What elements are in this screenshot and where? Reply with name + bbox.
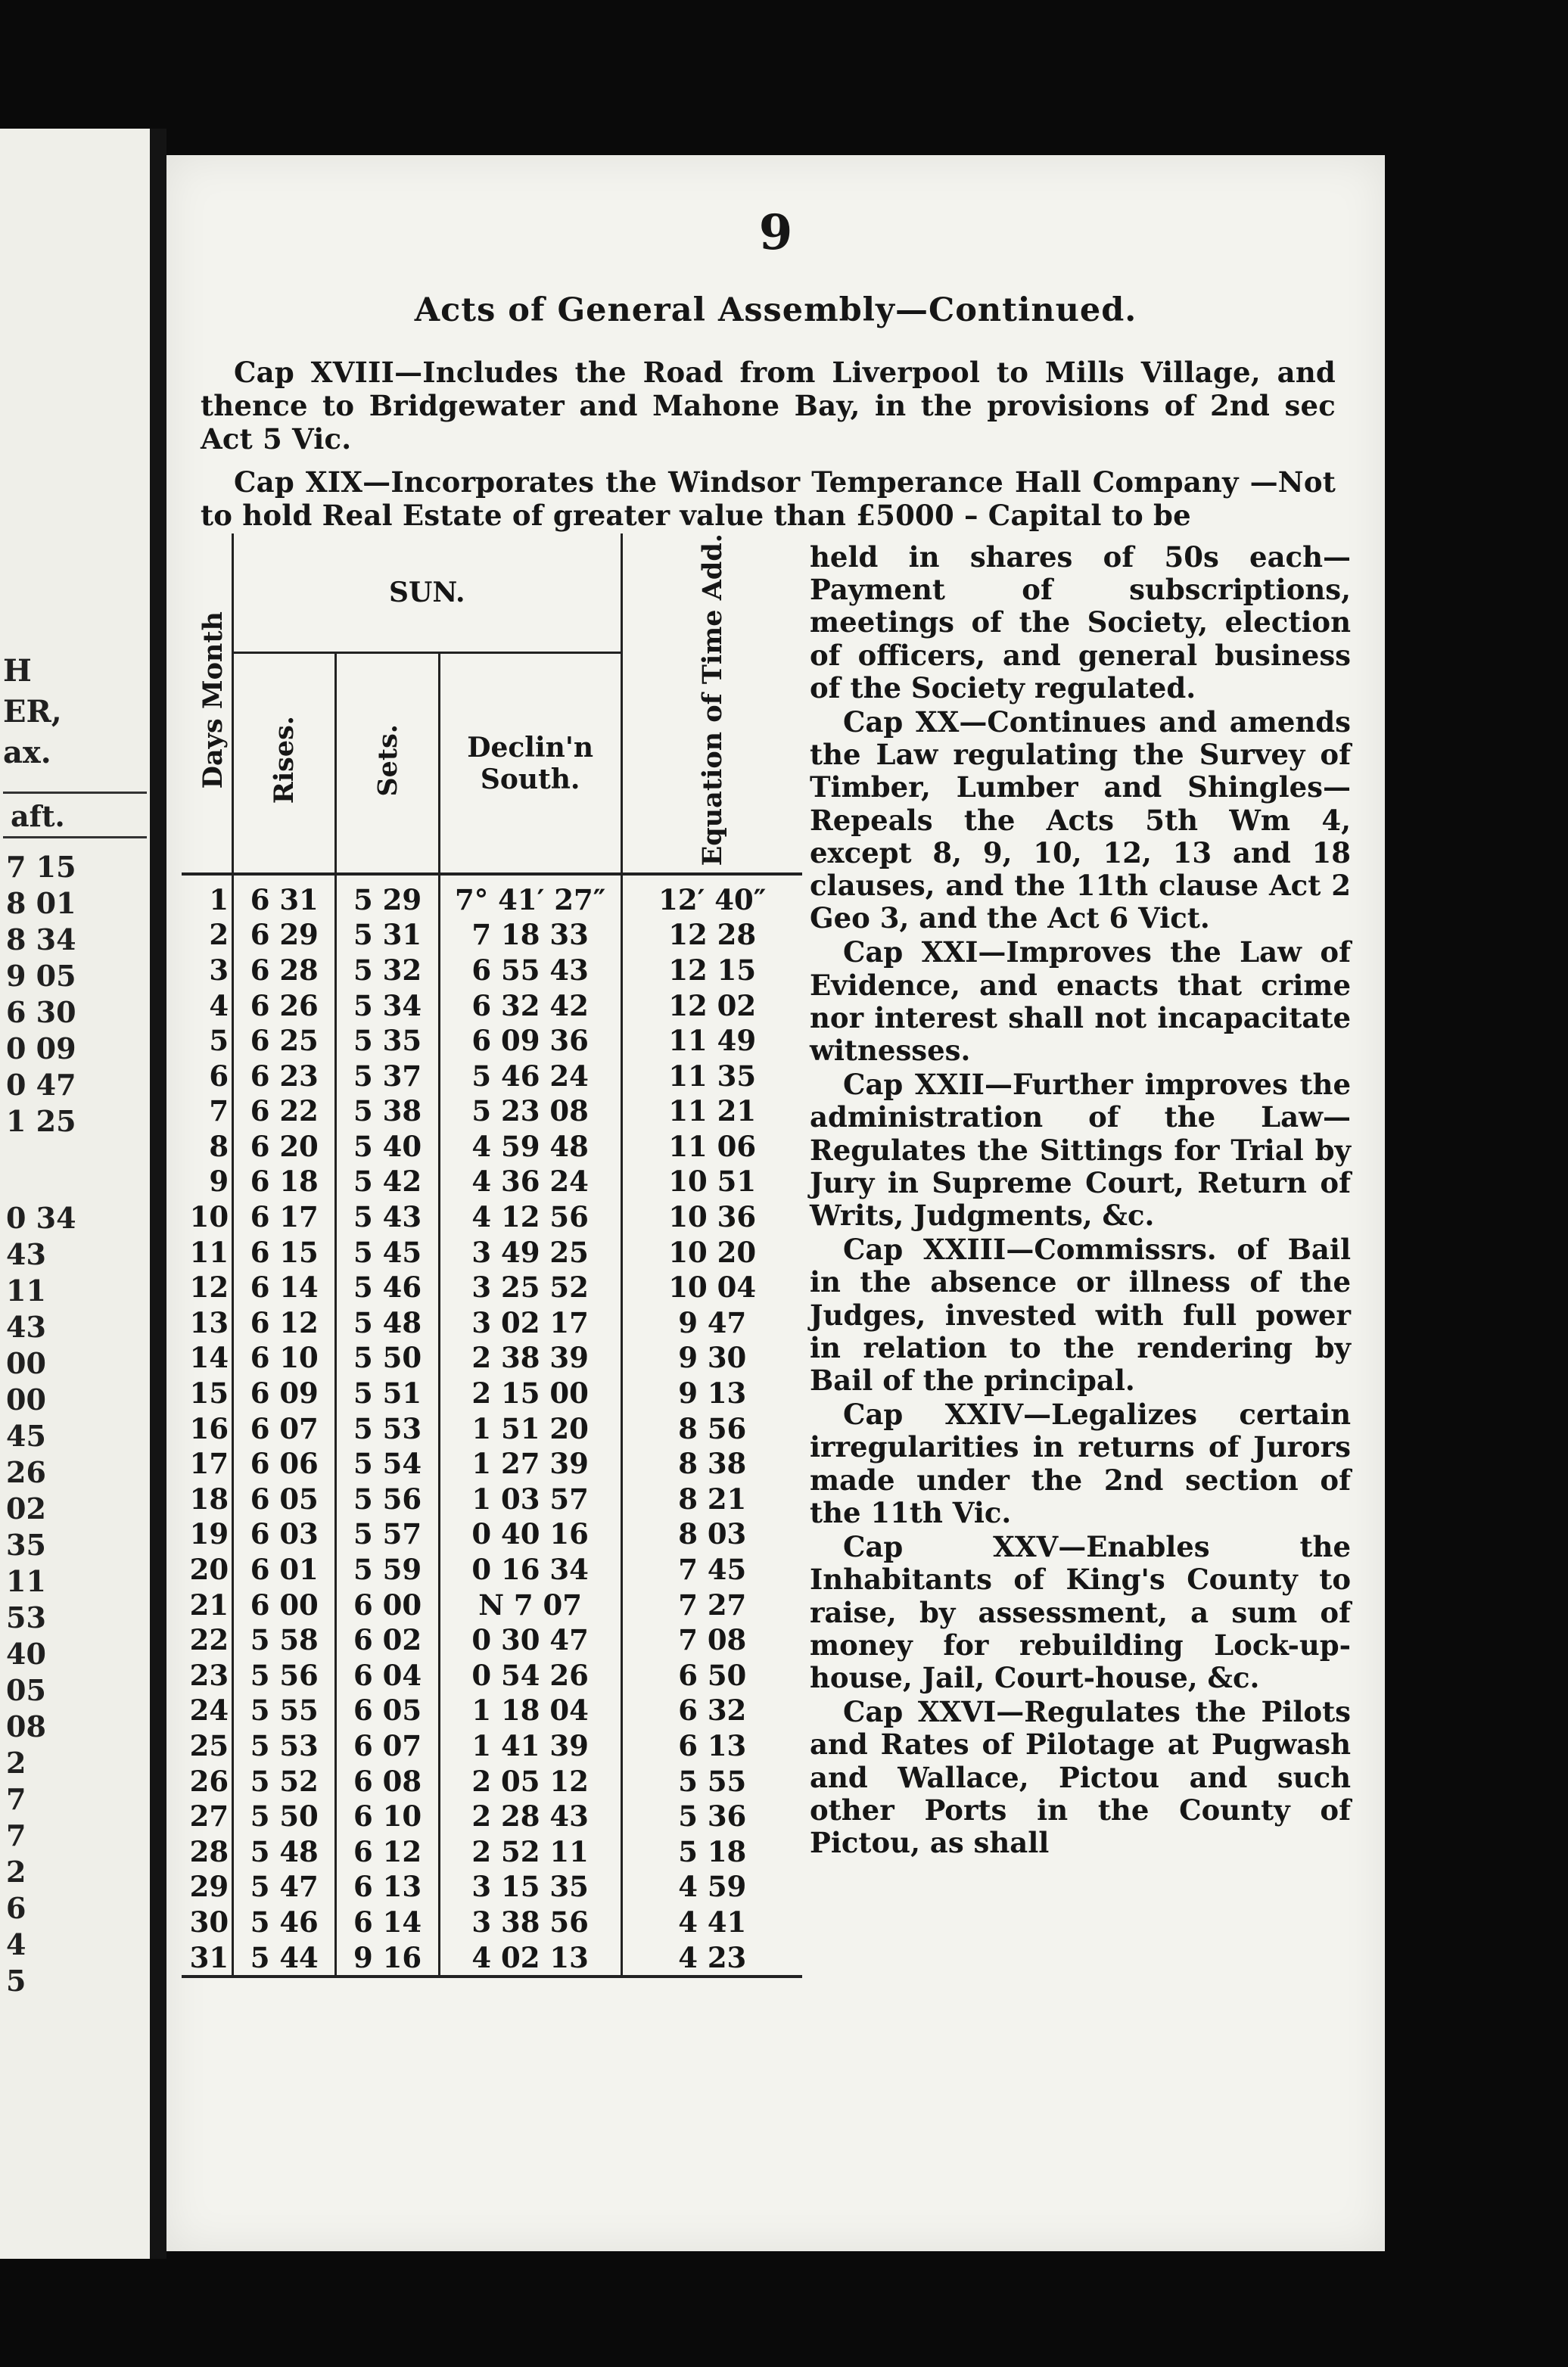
- rises-cell: 5 55: [233, 1693, 336, 1728]
- header-sun: SUN.: [233, 533, 621, 653]
- equation-cell: 6 50: [678, 1658, 747, 1692]
- left-value-fragment: 2: [6, 1855, 26, 1889]
- table-row: [182, 1164, 802, 1199]
- rises-cell: 6 26: [233, 988, 336, 1023]
- rises-cell: 6 12: [233, 1305, 336, 1341]
- sets-cell: 6 12: [336, 1834, 439, 1869]
- left-header-fragment: ax.: [3, 735, 51, 770]
- equation-cell: 11 49: [668, 1024, 757, 1058]
- almanac-table: [182, 533, 802, 1978]
- day-cell: 30: [182, 1905, 233, 1940]
- left-value-fragment: 43: [6, 1310, 46, 1344]
- sets-cell: 5 43: [336, 1199, 439, 1235]
- column-paragraph: Cap XXV—Enables the Inhabitants of King's County to raise, by assessment, a sum of money for rebuilding Lock-up-house, Jail, Court-house, &c.: [810, 1530, 1351, 1694]
- book-gutter: [150, 129, 166, 2259]
- equation-cell: 11 06: [668, 1129, 757, 1163]
- rises-cell: 6 18: [233, 1164, 336, 1199]
- declination-cell: 1 41 39: [439, 1728, 621, 1764]
- day-cell: 13: [182, 1305, 233, 1341]
- equation-cell: 9 47: [678, 1305, 747, 1339]
- rises-cell: 6 05: [233, 1482, 336, 1517]
- day-cell: 31: [182, 1939, 233, 1977]
- left-value-fragment: 9 05: [6, 959, 76, 993]
- left-value-fragment: 43: [6, 1237, 46, 1271]
- text-column: [810, 541, 1351, 1859]
- declination-cell: 0 54 26: [439, 1657, 621, 1693]
- day-cell: 9: [182, 1164, 233, 1199]
- table-row: [182, 1622, 802, 1658]
- equation-cell: 11 35: [668, 1059, 757, 1093]
- sets-cell: 6 08: [336, 1763, 439, 1799]
- sets-cell: 6 14: [336, 1905, 439, 1940]
- day-cell: 25: [182, 1728, 233, 1764]
- sets-cell: 5 50: [336, 1340, 439, 1376]
- left-value-fragment: 35: [6, 1528, 46, 1562]
- sets-cell: 5 34: [336, 988, 439, 1023]
- page-heading: Acts of General Assembly—Continued.: [414, 291, 1137, 329]
- day-cell: 29: [182, 1869, 233, 1905]
- day-cell: 10: [182, 1199, 233, 1235]
- left-value-fragment: 8 01: [6, 886, 76, 920]
- rises-cell: 6 10: [233, 1340, 336, 1376]
- declination-cell: N 7 07: [439, 1587, 621, 1622]
- day-cell: 16: [182, 1411, 233, 1446]
- table-row: [182, 1129, 802, 1165]
- day-cell: 18: [182, 1482, 233, 1517]
- rises-cell: 6 25: [233, 1023, 336, 1059]
- equation-cell: 7 27: [678, 1588, 747, 1622]
- left-value-fragment: 40: [6, 1637, 46, 1671]
- table-row: [182, 1199, 802, 1235]
- sets-cell: 5 37: [336, 1058, 439, 1093]
- equation-cell: 4 41: [678, 1905, 747, 1939]
- table-row: [182, 1023, 802, 1059]
- declination-cell: 3 25 52: [439, 1270, 621, 1305]
- left-value-fragment: 02: [6, 1491, 46, 1526]
- header-declination: Declin'n South.: [439, 653, 621, 874]
- equation-cell: 8 56: [678, 1411, 747, 1445]
- declination-cell: 2 05 12: [439, 1763, 621, 1799]
- sets-cell: 6 02: [336, 1622, 439, 1658]
- sets-cell: 5 38: [336, 1093, 439, 1129]
- equation-cell: 7 08: [678, 1623, 747, 1657]
- rises-cell: 6 15: [233, 1234, 336, 1270]
- rises-cell: 5 48: [233, 1834, 336, 1869]
- rises-cell: 5 44: [233, 1939, 336, 1977]
- declination-cell: 2 28 43: [439, 1799, 621, 1834]
- table-row: [182, 1552, 802, 1588]
- table-row: [182, 1905, 802, 1940]
- left-value-fragment: 11: [6, 1274, 46, 1308]
- left-value-fragment: 1 25: [6, 1104, 76, 1138]
- table-row: [182, 1869, 802, 1905]
- day-cell: 28: [182, 1834, 233, 1869]
- rises-cell: 5 58: [233, 1622, 336, 1658]
- rises-cell: 6 01: [233, 1552, 336, 1588]
- sets-cell: 6 10: [336, 1799, 439, 1834]
- column-paragraph: Cap XX—Continues and amends the Law regulating the Survey of Timber, Lumber and Shingles—Repeals the Acts 5th Wm 4, except 8, 9, 10, 12, 13 and 18 clauses, and the 11th clause Act 2 Geo 3, and the Act 6 Vict.: [810, 705, 1351, 935]
- sets-cell: 6 05: [336, 1693, 439, 1728]
- declination-cell: 1 03 57: [439, 1482, 621, 1517]
- rises-cell: 6 03: [233, 1516, 336, 1552]
- equation-cell: 12 28: [668, 918, 757, 952]
- day-cell: 27: [182, 1799, 233, 1834]
- equation-cell: 10 04: [668, 1271, 757, 1305]
- column-paragraph: Cap XXIII—Commissrs. of Bail in the absence or illness of the Judges, invested with full power in relation to the rendering by Bail of the principal.: [810, 1233, 1351, 1398]
- equation-cell: 5 55: [678, 1764, 747, 1798]
- left-value-fragment: 8 34: [6, 922, 76, 956]
- rises-cell: 6 29: [233, 917, 336, 953]
- table-row: [182, 1411, 802, 1446]
- left-facing-page: [0, 129, 150, 2259]
- rises-cell: 6 06: [233, 1446, 336, 1482]
- day-cell: 3: [182, 953, 233, 988]
- left-value-fragment: 00: [6, 1346, 46, 1380]
- sets-cell: 5 32: [336, 953, 439, 988]
- day-cell: 5: [182, 1023, 233, 1059]
- header-days-month: Days Month: [182, 533, 233, 874]
- rises-cell: 6 22: [233, 1093, 336, 1129]
- sets-cell: 5 54: [336, 1446, 439, 1482]
- equation-cell: 5 18: [678, 1834, 747, 1868]
- equation-cell: 4 23: [678, 1940, 747, 1974]
- sets-cell: 5 45: [336, 1234, 439, 1270]
- equation-cell: 10 51: [668, 1165, 757, 1199]
- rises-cell: 6 31: [233, 874, 336, 917]
- declination-cell: 5 23 08: [439, 1093, 621, 1129]
- left-value-fragment: 45: [6, 1419, 46, 1453]
- declination-cell: 4 59 48: [439, 1129, 621, 1165]
- left-value-fragment: 4: [6, 1927, 26, 1961]
- column-paragraph: Cap XXVI—Regulates the Pilots and Rates of Pilotage at Pugwash and Wallace, Pictou and such other Ports in the County of Pictou, as shall: [810, 1695, 1351, 1859]
- declination-cell: 3 38 56: [439, 1905, 621, 1940]
- equation-cell: 8 38: [678, 1447, 747, 1481]
- left-value-fragment: 00: [6, 1383, 46, 1417]
- sets-cell: 6 04: [336, 1657, 439, 1693]
- rises-cell: 6 07: [233, 1411, 336, 1446]
- declination-cell: 1 18 04: [439, 1693, 621, 1728]
- day-cell: 21: [182, 1587, 233, 1622]
- equation-cell: 12′ 40″: [658, 882, 767, 916]
- equation-cell: 10 20: [668, 1235, 757, 1269]
- equation-cell: 5 36: [678, 1799, 747, 1834]
- rises-cell: 5 46: [233, 1905, 336, 1940]
- table-row: [182, 1693, 802, 1728]
- declination-cell: 3 02 17: [439, 1305, 621, 1341]
- declination-cell: 6 32 42: [439, 988, 621, 1023]
- table-row: [182, 1093, 802, 1129]
- day-cell: 22: [182, 1622, 233, 1658]
- spacer: [3, 1140, 147, 1200]
- equation-cell: 9 13: [678, 1376, 747, 1411]
- declination-cell: 3 15 35: [439, 1869, 621, 1905]
- paragraph-cap-xviii: [201, 356, 1336, 456]
- header-equation-of-time: Equation of Time Add.: [621, 533, 802, 874]
- table-row: [182, 1270, 802, 1305]
- rises-cell: 6 00: [233, 1587, 336, 1622]
- table-row: [182, 874, 802, 917]
- day-cell: 11: [182, 1234, 233, 1270]
- rises-cell: 5 52: [233, 1763, 336, 1799]
- declination-cell: 7 18 33: [439, 917, 621, 953]
- sets-cell: 9 16: [336, 1939, 439, 1977]
- declination-cell: 6 55 43: [439, 953, 621, 988]
- rises-cell: 6 17: [233, 1199, 336, 1235]
- equation-cell: 11 21: [668, 1094, 757, 1128]
- left-value-fragment: 6 30: [6, 995, 76, 1029]
- table-row: [182, 1834, 802, 1869]
- table-row: [182, 1587, 802, 1622]
- declination-cell: 2 15 00: [439, 1376, 621, 1411]
- rises-cell: 6 28: [233, 953, 336, 988]
- rises-cell: 6 09: [233, 1376, 336, 1411]
- rises-cell: 5 50: [233, 1799, 336, 1834]
- sets-cell: 5 48: [336, 1305, 439, 1341]
- left-value-fragment: 7: [6, 1782, 26, 1816]
- declination-cell: 1 51 20: [439, 1411, 621, 1446]
- left-value-fragment: 0 47: [6, 1068, 76, 1102]
- sets-cell: 5 29: [336, 874, 439, 917]
- sets-cell: 5 59: [336, 1552, 439, 1588]
- table-row: [182, 1939, 802, 1977]
- almanac-body: [182, 874, 802, 1976]
- left-value-fragment: 7: [6, 1818, 26, 1852]
- left-value-fragment: 11: [6, 1564, 46, 1598]
- equation-cell: 4 59: [678, 1870, 747, 1904]
- table-row: [182, 917, 802, 953]
- paragraph-text: Cap XIX—Incorporates the Windsor Temperance Hall Company —Not to hold Real Estate of greater value than £5000 – Capital to be: [201, 465, 1336, 532]
- day-cell: 4: [182, 988, 233, 1023]
- rises-cell: 5 47: [233, 1869, 336, 1905]
- sets-cell: 6 13: [336, 1869, 439, 1905]
- sets-cell: 5 56: [336, 1482, 439, 1517]
- day-cell: 12: [182, 1270, 233, 1305]
- sets-cell: 5 31: [336, 917, 439, 953]
- declination-cell: 0 16 34: [439, 1552, 621, 1588]
- equation-cell: 12 15: [668, 953, 757, 987]
- day-cell: 24: [182, 1693, 233, 1728]
- day-cell: 20: [182, 1552, 233, 1588]
- page-number: 9: [758, 204, 793, 261]
- sets-cell: 6 07: [336, 1728, 439, 1764]
- day-cell: 26: [182, 1763, 233, 1799]
- sets-cell: 5 51: [336, 1376, 439, 1411]
- left-value-fragment: 6: [6, 1891, 26, 1925]
- paragraph-cap-xix: [201, 465, 1336, 532]
- sets-cell: 5 46: [336, 1270, 439, 1305]
- sets-cell: 5 40: [336, 1129, 439, 1165]
- table-row: [182, 988, 802, 1023]
- left-page-fragments: [3, 651, 147, 1999]
- equation-cell: 7 45: [678, 1553, 747, 1586]
- rises-cell: 6 14: [233, 1270, 336, 1305]
- table-row: [182, 1446, 802, 1482]
- declination-cell: 0 40 16: [439, 1516, 621, 1552]
- day-cell: 19: [182, 1516, 233, 1552]
- left-value-fragment: 08: [6, 1709, 46, 1743]
- declination-cell: 3 49 25: [439, 1234, 621, 1270]
- table-row: [182, 1516, 802, 1552]
- left-aft-label: aft.: [3, 792, 147, 838]
- paragraph-text: Cap XVIII—Includes the Road from Liverpool to Mills Village, and thence to Bridgewater and Mahone Bay, in the provisions of 2nd sec Act 5 Vic.: [201, 356, 1336, 456]
- sets-cell: 5 42: [336, 1164, 439, 1199]
- equation-cell: 12 02: [668, 988, 757, 1022]
- book-page: [166, 155, 1385, 2251]
- left-value-fragment: 0 34: [6, 1201, 76, 1235]
- day-cell: 23: [182, 1657, 233, 1693]
- table-row: [182, 1763, 802, 1799]
- column-paragraph: Cap XXI—Improves the Law of Evidence, and enacts that crime nor interest shall not incapacitate witnesses.: [810, 935, 1351, 1068]
- table-row: [182, 953, 802, 988]
- left-value-fragment: 2: [6, 1746, 26, 1780]
- declination-cell: 7° 41′ 27″: [439, 874, 621, 917]
- table-row: [182, 1482, 802, 1517]
- declination-cell: 0 30 47: [439, 1622, 621, 1658]
- table-row: [182, 1305, 802, 1341]
- left-value-fragment: 7 15: [6, 850, 76, 884]
- table-row: [182, 1657, 802, 1693]
- equation-cell: 9 30: [678, 1341, 747, 1375]
- day-cell: 2: [182, 917, 233, 953]
- sets-cell: 5 57: [336, 1516, 439, 1552]
- day-cell: 17: [182, 1446, 233, 1482]
- table-row: [182, 1376, 802, 1411]
- left-value-fragment: 05: [6, 1673, 46, 1707]
- declination-cell: 5 46 24: [439, 1058, 621, 1093]
- equation-cell: 8 21: [678, 1482, 747, 1516]
- declination-cell: 4 12 56: [439, 1199, 621, 1235]
- day-cell: 1: [182, 874, 233, 917]
- declination-cell: 1 27 39: [439, 1446, 621, 1482]
- rises-cell: 6 20: [233, 1129, 336, 1165]
- equation-cell: 6 32: [678, 1694, 747, 1728]
- equation-cell: 6 13: [678, 1728, 747, 1762]
- column-paragraph: Cap XXII—Further improves the administration of the Law—Regulates the Sittings for Trial by Jury in Supreme Court, Return of Writs, Judgments, &c.: [810, 1068, 1351, 1233]
- declination-cell: 4 02 13: [439, 1939, 621, 1977]
- left-value-fragment: 0 09: [6, 1031, 76, 1065]
- header-sets: Sets.: [336, 653, 439, 874]
- sets-cell: 5 35: [336, 1023, 439, 1059]
- day-cell: 7: [182, 1093, 233, 1129]
- left-value-fragment: 26: [6, 1455, 46, 1489]
- header-rises: Rises.: [233, 653, 336, 874]
- table-row: [182, 1728, 802, 1764]
- declination-cell: 2 38 39: [439, 1340, 621, 1376]
- column-paragraph: Cap XXIV—Legalizes certain irregularities in returns of Jurors made under the 2nd section of the 11th Vic.: [810, 1398, 1351, 1529]
- column-paragraph: held in shares of 50s each—Payment of subscriptions, meetings of the Society, election of officers, and general business of the Society regulated.: [810, 540, 1351, 705]
- declination-cell: 6 09 36: [439, 1023, 621, 1059]
- declination-cell: 4 36 24: [439, 1164, 621, 1199]
- sets-cell: 6 00: [336, 1587, 439, 1622]
- day-cell: 15: [182, 1376, 233, 1411]
- table-row: [182, 1234, 802, 1270]
- table-row: [182, 1058, 802, 1093]
- sets-cell: 5 53: [336, 1411, 439, 1446]
- day-cell: 6: [182, 1058, 233, 1093]
- equation-cell: 8 03: [678, 1517, 747, 1551]
- rises-cell: 5 53: [233, 1728, 336, 1764]
- rises-cell: 5 56: [233, 1657, 336, 1693]
- rises-cell: 6 23: [233, 1058, 336, 1093]
- declination-cell: 2 52 11: [439, 1834, 621, 1869]
- left-header-fragment: ER,: [3, 694, 62, 729]
- table-row: [182, 1340, 802, 1376]
- left-value-fragment: 53: [6, 1600, 46, 1635]
- table-row: [182, 1799, 802, 1834]
- left-value-fragment: 5: [6, 1964, 26, 1998]
- day-cell: 14: [182, 1340, 233, 1376]
- equation-cell: 10 36: [668, 1200, 757, 1234]
- left-header-fragment: H: [3, 653, 32, 689]
- day-cell: 8: [182, 1129, 233, 1165]
